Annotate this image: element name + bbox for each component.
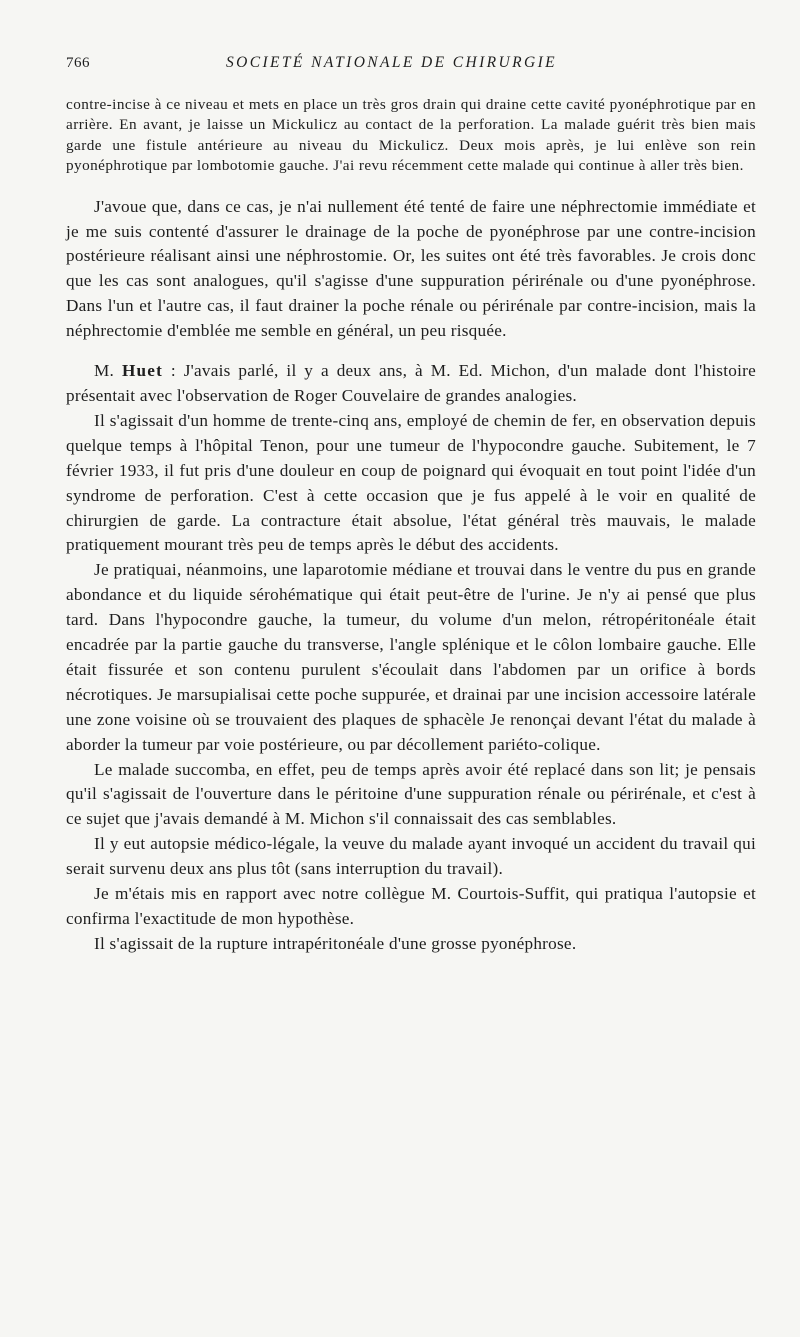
speaker-name: Huet [121, 361, 164, 381]
page-number: 766 [66, 55, 90, 71]
page-header [66, 52, 756, 74]
main-text [66, 195, 756, 957]
book-page [66, 52, 756, 957]
paragraph-8: Il s'agissait de la rupture intrapéritonéale d'une grosse pyonéphrose. [94, 933, 577, 953]
paragraph-6: Il y eut autopsie médico-légale, la veuve du malade ayant invoqué un accident du travail qui serait survenu deux ans plus tôt (sans interruption du travail). [66, 834, 756, 879]
paragraph-1: J'avoue que, dans ce cas, je n'ai nullement été tenté de faire une néphrectomie immédiate et je me suis contenté d'assurer le drainage de la poche de pyonéphrose par une contre-incision postérieure réalisant ainsi une néphrostomie. Or, les suites ont été très favorables. Je crois donc que les cas sont analogues, qu'il s'agisse d'une suppuration périrénale ou d'une pyonéphrose. Dans l'un et l'autre cas, il faut drainer la poche rénale ou périrénale par contre-incision, mais la néphrectomie d'emblée me semble en général, un peu risquée. [66, 196, 756, 341]
paragraph-3: Il s'agissait d'un homme de trente-cinq ans, employé de chemin de fer, en observation depuis quelque temps à l'hôpital Tenon, pour une tumeur de l'hypocondre gauche. Subitement, le 7 février 1933, il fut pris d'une douleur en coup de poignard qui évoquait en tout point l'idée d'un syndrome de perforation. C'est à cette occasion que je fus appelé à le voir en qualité de chirurgien de garde. La contracture était absolue, l'état général très mauvais, le malade pratiquement mourant très peu de temps après le début des accidents. [66, 410, 756, 555]
paragraph-7: Je m'étais mis en rapport avec notre collègue M. Courtois-Suffit, qui pratiqua l'autopsie et confirma l'exactitude de mon hypothèse. [66, 884, 756, 928]
paragraph-2-text: : J'avais parlé, il y a deux ans, à M. Ed. Michon, d'un malade dont l'histoire présentait avec l'observation de Roger Couvelaire de grandes analogies. [66, 361, 756, 405]
paragraph-5: Le malade succomba, en effet, peu de temps après avoir été replacé dans son lit; je pensais qu'il s'agissait de l'ouverture dans le péritoine d'une suppuration rénale ou périrénale, et c'est à ce sujet que j'avais demandé à M. Michon s'il connaissait des cas semblables. [66, 759, 756, 829]
running-title: SOCIETÉ NATIONALE DE CHIRURGIE [226, 54, 558, 71]
small-print-paragraph: contre-incise à ce niveau et mets en place un très gros drain qui draine cette cavité pyonéphrotique par en arrière. En avant, je laisse un Mickulicz au contact de la perforation. La malade guérit très bien mais garde une fistule antérieure au niveau du Mickulicz. Deux mois après, je lui enlève son rein pyonéphrotique par lombotomie gauche. J'ai revu récemment cette malade qui continue à aller très bien. [66, 96, 756, 175]
small-print-paragraph-block [66, 95, 756, 177]
paragraph-4: Je pratiquai, néanmoins, une laparotomie médiane et trouvai dans le ventre du pus en grande abondance et du liquide sérohématique qui était peut-être de l'urine. Je n'y ai pensé que plus tard. Dans l'hypocondre gauche, la tumeur, du volume d'un melon, rétropéritonéale était encadrée par la partie gauche du transverse, l'angle splénique et le côlon lombaire gauche. Elle était fissurée et son contenu purulent s'écoulait dans l'abdomen par un orifice à bords nécrotiques. Je marsupialisai cette poche suppurée, et drainai par une incision accessoire latérale une zone voisine où se trouvaient des plaques de sphacèle Je renonçai devant l'état du malade à aborder la tumeur par voie postérieure, ou par décollement pariéto-colique. [66, 560, 756, 754]
speaker-title: M. [94, 361, 115, 381]
paragraph-2 [66, 359, 756, 409]
